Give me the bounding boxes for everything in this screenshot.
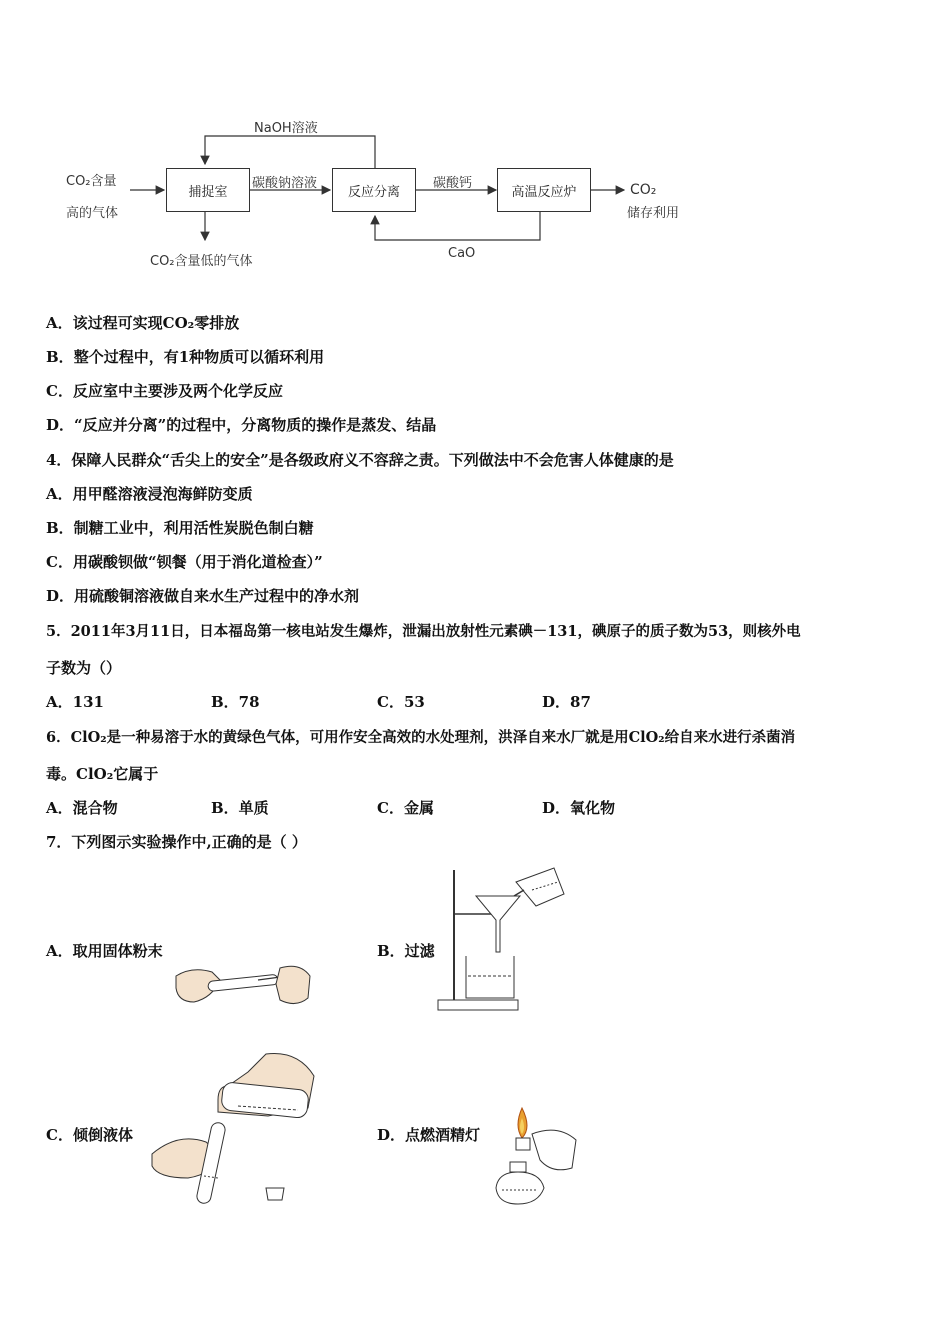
q5-option-c: C．53 <box>377 693 425 711</box>
capture-box: 捕捉室 <box>166 168 250 212</box>
reaction-box: 反应分离 <box>332 168 416 212</box>
powder-test-tube-illustration <box>172 958 314 1014</box>
q3-option-c-letter: C． <box>46 382 73 400</box>
q7-option-b: B．过滤 <box>377 942 435 960</box>
filtration-illustration <box>436 864 566 1014</box>
q3-option-d <box>46 414 436 435</box>
q7-option-d: D．点燃酒精灯 <box>377 1126 481 1144</box>
q6-option-d: D．氧化物 <box>542 799 616 817</box>
output-co2-label: CO₂ <box>630 182 657 198</box>
q5-stem-line1: 5．2011年3月11日，日本福岛第一核电站发生爆炸，泄漏出放射性元素碘－131，碘原子的质子数为53，则核外电 <box>46 623 801 640</box>
q6-stem-line2: 毒。ClO₂它属于 <box>46 765 159 783</box>
q4-option-c: C．用碳酸钡做“钡餐（用于消化道检查）” <box>46 553 323 571</box>
q3-option-b <box>46 346 324 367</box>
q5-stem-line2: 子数为（） <box>46 659 122 677</box>
cao-label: CaO <box>448 246 476 261</box>
calcium-carbonate-label: 碳酸钙 <box>433 176 473 191</box>
q3-option-a-text: 该过程可实现CO₂零排放 <box>72 314 240 332</box>
flow-lines <box>0 0 950 280</box>
q6-option-a: A．混合物 <box>46 799 118 817</box>
q7-option-a: A．取用固体粉末 <box>46 942 163 960</box>
q3-option-b-text: 整个过程中，有1种物质可以循环利用 <box>73 348 325 366</box>
q4-stem: 4．保障人民群众“舌尖上的安全”是各级政府义不容辞之责。下列做法中不会危害人体健康的是 <box>46 451 674 469</box>
q4-option-d: D．用硫酸铜溶液做自来水生产过程中的净水剂 <box>46 587 360 605</box>
q3-option-b-letter: B． <box>46 348 74 366</box>
q5-option-b: B．78 <box>211 693 260 711</box>
q7-stem: 7．下列图示实验操作中,正确的是（ ） <box>46 833 307 851</box>
naoh-label: NaOH溶液 <box>254 121 318 136</box>
q3-option-c-text: 反应室中主要涉及两个化学反应 <box>72 382 283 400</box>
q4-option-b: B．制糖工业中，利用活性炭脱色制白糖 <box>46 519 314 537</box>
furnace-box: 高温反应炉 <box>497 168 591 212</box>
q3-option-d-text: “反应并分离”的过程中，分离物质的操作是蒸发、结晶 <box>74 416 437 434</box>
sodium-carbonate-label: 碳酸钠溶液 <box>252 176 318 191</box>
q3-option-a <box>46 312 239 333</box>
q6-stem-line1: 6．ClO₂是一种易溶于水的黄绿色气体，可用作安全高效的水处理剂，洪泽自来水厂就是用ClO₂给自来水进行杀菌消 <box>46 729 796 746</box>
q7-option-c: C．倾倒液体 <box>46 1126 133 1144</box>
alcohol-lamp-illustration <box>488 1104 588 1212</box>
q6-option-b: B．单质 <box>211 799 269 817</box>
q3-option-c <box>46 380 283 401</box>
q5-option-a: A．131 <box>46 693 104 711</box>
q4-option-a: A．用甲醛溶液浸泡海鲜防变质 <box>46 485 253 503</box>
q3-option-a-letter: A． <box>46 314 73 332</box>
pouring-liquid-illustration <box>148 1046 324 1210</box>
q6-option-c: C．金属 <box>377 799 434 817</box>
q3-option-d-letter: D． <box>46 416 75 434</box>
input-label-2: 高的气体 <box>66 206 119 221</box>
q5-option-d: D．87 <box>542 693 591 711</box>
low-gas-label: CO₂含量低的气体 <box>150 254 253 269</box>
input-label-1: CO₂含量 <box>66 174 117 189</box>
output-storage-label: 储存利用 <box>627 206 680 221</box>
